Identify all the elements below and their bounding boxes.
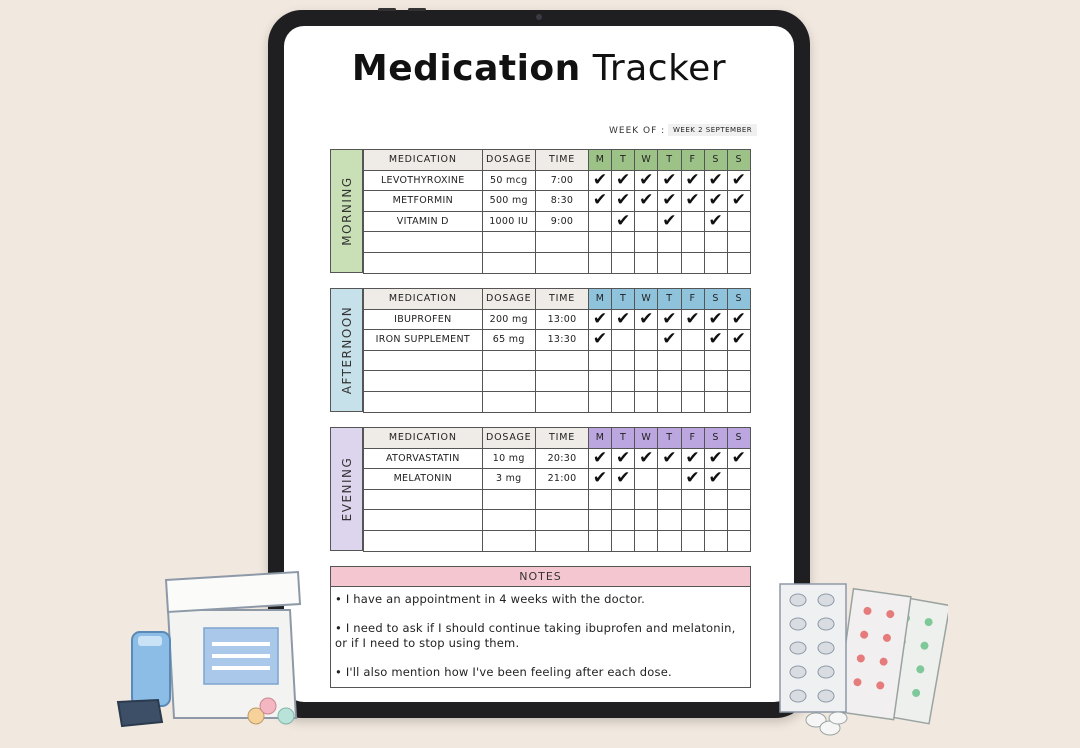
time-cell[interactable]: 13:30 bbox=[535, 330, 588, 351]
day-checkbox-cell[interactable] bbox=[681, 448, 704, 469]
day-checkbox-cell[interactable] bbox=[589, 309, 612, 330]
day-checkbox-cell[interactable] bbox=[612, 489, 635, 510]
time-header: TIME bbox=[535, 428, 588, 449]
table-row bbox=[364, 170, 751, 191]
section-morning bbox=[330, 149, 751, 273]
section-label-text: EVENING bbox=[339, 456, 354, 522]
check-icon: ✔ bbox=[662, 329, 677, 350]
table-row bbox=[364, 330, 751, 351]
day-checkbox-cell[interactable] bbox=[612, 191, 635, 212]
day-checkbox-cell[interactable] bbox=[704, 211, 727, 232]
dosage-cell[interactable] bbox=[482, 489, 535, 510]
day-checkbox-cell[interactable] bbox=[727, 391, 750, 412]
day-checkbox-cell[interactable] bbox=[704, 330, 727, 351]
day-checkbox-cell[interactable] bbox=[612, 510, 635, 531]
dosage-cell[interactable] bbox=[482, 232, 535, 253]
check-icon: ✔ bbox=[731, 309, 747, 329]
section-label-text: AFTERNOON bbox=[339, 305, 354, 395]
day-checkbox-cell[interactable] bbox=[658, 211, 681, 232]
day-header: W bbox=[635, 428, 658, 449]
pills-illustration bbox=[244, 694, 300, 728]
day-checkbox-cell[interactable] bbox=[589, 170, 612, 191]
day-checkbox-cell[interactable] bbox=[704, 469, 727, 490]
day-header: M bbox=[589, 289, 612, 310]
day-checkbox-cell[interactable] bbox=[658, 469, 681, 490]
day-checkbox-cell[interactable] bbox=[704, 232, 727, 253]
medication-table bbox=[363, 288, 751, 413]
section-label-text: MORNING bbox=[339, 176, 354, 246]
medication-header: MEDICATION bbox=[364, 150, 483, 171]
medication-cell[interactable] bbox=[364, 391, 483, 412]
camera-icon bbox=[536, 14, 542, 20]
dosage-cell[interactable]: 1000 IU bbox=[482, 211, 535, 232]
day-checkbox-cell[interactable] bbox=[681, 211, 704, 232]
medication-cell[interactable] bbox=[364, 510, 483, 531]
dosage-header: DOSAGE bbox=[482, 150, 535, 171]
day-checkbox-cell[interactable] bbox=[727, 252, 750, 273]
check-icon: ✔ bbox=[662, 170, 677, 190]
day-checkbox-cell[interactable] bbox=[635, 530, 658, 551]
dosage-cell[interactable] bbox=[482, 510, 535, 531]
medication-cell[interactable] bbox=[364, 530, 483, 551]
day-checkbox-cell[interactable] bbox=[658, 371, 681, 392]
day-checkbox-cell[interactable] bbox=[727, 530, 750, 551]
day-checkbox-cell[interactable] bbox=[727, 330, 750, 351]
day-header: S bbox=[727, 428, 750, 449]
day-checkbox-cell[interactable] bbox=[658, 448, 681, 469]
inhaler-illustration bbox=[112, 630, 182, 730]
day-checkbox-cell[interactable] bbox=[704, 448, 727, 469]
table-row bbox=[364, 391, 751, 412]
day-checkbox-cell[interactable] bbox=[589, 489, 612, 510]
note-item: • I'll also mention how I've been feeling after each dose. bbox=[335, 665, 672, 679]
day-header: T bbox=[612, 289, 635, 310]
day-checkbox-cell[interactable] bbox=[727, 170, 750, 191]
medication-cell[interactable] bbox=[364, 252, 483, 273]
day-header: M bbox=[589, 428, 612, 449]
day-checkbox-cell[interactable] bbox=[589, 530, 612, 551]
check-icon: ✔ bbox=[662, 309, 677, 329]
day-checkbox-cell[interactable] bbox=[681, 330, 704, 351]
medication-cell[interactable] bbox=[364, 232, 483, 253]
medication-cell[interactable] bbox=[364, 350, 483, 371]
day-checkbox-cell[interactable] bbox=[658, 170, 681, 191]
day-checkbox-cell[interactable] bbox=[589, 391, 612, 412]
day-checkbox-cell[interactable] bbox=[658, 232, 681, 253]
day-checkbox-cell[interactable] bbox=[589, 252, 612, 273]
time-cell[interactable] bbox=[535, 252, 588, 273]
day-checkbox-cell[interactable] bbox=[658, 489, 681, 510]
dosage-cell[interactable] bbox=[482, 530, 535, 551]
day-checkbox-cell[interactable] bbox=[589, 371, 612, 392]
day-checkbox-cell[interactable] bbox=[727, 232, 750, 253]
table-row bbox=[364, 510, 751, 531]
check-icon: ✔ bbox=[708, 190, 724, 211]
day-checkbox-cell[interactable] bbox=[704, 350, 727, 371]
tablet-top-button bbox=[408, 8, 426, 11]
check-icon: ✔ bbox=[639, 448, 654, 468]
medication-cell[interactable]: IBUPROFEN bbox=[364, 309, 483, 330]
title-light: Tracker bbox=[592, 48, 727, 89]
dosage-cell[interactable]: 500 mg bbox=[482, 191, 535, 212]
time-cell[interactable]: 8:30 bbox=[535, 191, 588, 212]
day-header: T bbox=[658, 428, 681, 449]
table-header-row bbox=[364, 150, 751, 171]
day-checkbox-cell[interactable] bbox=[704, 510, 727, 531]
medication-cell[interactable]: LEVOTHYROXINE bbox=[364, 170, 483, 191]
check-icon: ✔ bbox=[662, 190, 677, 211]
day-checkbox-cell[interactable] bbox=[704, 309, 727, 330]
blister-packs-illustration bbox=[772, 578, 948, 740]
section-label bbox=[330, 149, 363, 273]
week-of-value[interactable]: WEEK 2 SEPTEMBER bbox=[668, 124, 757, 136]
medication-header: MEDICATION bbox=[364, 428, 483, 449]
medication-cell[interactable]: ATORVASTATIN bbox=[364, 448, 483, 469]
day-checkbox-cell[interactable] bbox=[681, 252, 704, 273]
table-row bbox=[364, 232, 751, 253]
medication-header: MEDICATION bbox=[364, 289, 483, 310]
note-item: • I need to ask if I should continue taking ibuprofen and melatonin, or if I need to stop using them. bbox=[335, 621, 736, 650]
day-checkbox-cell[interactable] bbox=[589, 469, 612, 490]
dosage-cell[interactable]: 200 mg bbox=[482, 309, 535, 330]
tablet-frame bbox=[268, 10, 810, 718]
time-cell[interactable]: 13:00 bbox=[535, 309, 588, 330]
day-checkbox-cell[interactable] bbox=[635, 170, 658, 191]
check-icon: ✔ bbox=[708, 211, 724, 232]
time-cell[interactable]: 21:00 bbox=[535, 469, 588, 490]
check-icon: ✔ bbox=[731, 170, 747, 190]
day-checkbox-cell[interactable] bbox=[681, 371, 704, 392]
check-icon: ✔ bbox=[685, 309, 700, 329]
week-of-label: WEEK OF : bbox=[609, 126, 666, 136]
tablet-screen bbox=[284, 26, 794, 702]
time-cell[interactable]: 9:00 bbox=[535, 211, 588, 232]
time-cell[interactable] bbox=[535, 350, 588, 371]
day-checkbox-cell[interactable] bbox=[612, 330, 635, 351]
time-cell[interactable] bbox=[535, 489, 588, 510]
check-icon: ✔ bbox=[592, 468, 608, 489]
check-icon: ✔ bbox=[685, 170, 700, 190]
check-icon: ✔ bbox=[685, 448, 700, 468]
day-checkbox-cell[interactable] bbox=[658, 309, 681, 330]
medication-cell[interactable]: VITAMIN D bbox=[364, 211, 483, 232]
day-header: T bbox=[612, 150, 635, 171]
check-icon: ✔ bbox=[616, 190, 631, 211]
medication-table bbox=[363, 427, 751, 552]
day-checkbox-cell[interactable] bbox=[704, 191, 727, 212]
day-checkbox-cell[interactable] bbox=[681, 489, 704, 510]
time-header: TIME bbox=[535, 289, 588, 310]
day-checkbox-cell[interactable] bbox=[727, 448, 750, 469]
dosage-cell[interactable] bbox=[482, 350, 535, 371]
dosage-cell[interactable]: 50 mcg bbox=[482, 170, 535, 191]
table-row bbox=[364, 489, 751, 510]
day-checkbox-cell[interactable] bbox=[727, 309, 750, 330]
day-checkbox-cell[interactable] bbox=[612, 211, 635, 232]
day-checkbox-cell[interactable] bbox=[635, 211, 658, 232]
day-checkbox-cell[interactable] bbox=[658, 510, 681, 531]
day-checkbox-cell[interactable] bbox=[658, 530, 681, 551]
check-icon: ✔ bbox=[662, 448, 677, 468]
day-checkbox-cell[interactable] bbox=[589, 330, 612, 351]
dosage-cell[interactable] bbox=[482, 252, 535, 273]
dosage-cell[interactable] bbox=[482, 371, 535, 392]
check-icon: ✔ bbox=[731, 448, 747, 468]
day-checkbox-cell[interactable] bbox=[658, 252, 681, 273]
day-checkbox-cell[interactable] bbox=[635, 191, 658, 212]
medication-cell[interactable]: IRON SUPPLEMENT bbox=[364, 330, 483, 351]
table-row bbox=[364, 530, 751, 551]
day-header: S bbox=[704, 428, 727, 449]
check-icon: ✔ bbox=[592, 448, 608, 468]
medication-cell[interactable]: METFORMIN bbox=[364, 191, 483, 212]
check-icon: ✔ bbox=[708, 170, 724, 190]
day-checkbox-cell[interactable] bbox=[704, 252, 727, 273]
check-icon: ✔ bbox=[639, 309, 654, 329]
check-icon: ✔ bbox=[639, 170, 654, 190]
table-row bbox=[364, 211, 751, 232]
day-checkbox-cell[interactable] bbox=[635, 489, 658, 510]
day-checkbox-cell[interactable] bbox=[635, 391, 658, 412]
check-icon: ✔ bbox=[616, 211, 631, 232]
check-icon: ✔ bbox=[708, 468, 724, 489]
check-icon: ✔ bbox=[639, 190, 654, 211]
medication-cell[interactable]: MELATONIN bbox=[364, 469, 483, 490]
dosage-cell[interactable]: 10 mg bbox=[482, 448, 535, 469]
day-checkbox-cell[interactable] bbox=[704, 391, 727, 412]
table-row bbox=[364, 252, 751, 273]
check-icon: ✔ bbox=[592, 329, 608, 350]
check-icon: ✔ bbox=[708, 309, 724, 329]
day-checkbox-cell[interactable] bbox=[727, 510, 750, 531]
page-title bbox=[284, 48, 794, 89]
day-checkbox-cell[interactable] bbox=[589, 232, 612, 253]
check-icon: ✔ bbox=[731, 190, 747, 211]
day-header: W bbox=[635, 150, 658, 171]
table-row bbox=[364, 469, 751, 490]
day-checkbox-cell[interactable] bbox=[612, 469, 635, 490]
day-checkbox-cell[interactable] bbox=[612, 170, 635, 191]
day-checkbox-cell[interactable] bbox=[658, 350, 681, 371]
notes-box[interactable] bbox=[330, 566, 751, 688]
day-checkbox-cell[interactable] bbox=[635, 350, 658, 371]
day-header: F bbox=[681, 428, 704, 449]
day-checkbox-cell[interactable] bbox=[681, 170, 704, 191]
day-checkbox-cell[interactable] bbox=[635, 232, 658, 253]
day-checkbox-cell[interactable] bbox=[612, 350, 635, 371]
day-checkbox-cell[interactable] bbox=[681, 350, 704, 371]
check-icon: ✔ bbox=[616, 448, 631, 468]
day-checkbox-cell[interactable] bbox=[681, 309, 704, 330]
day-checkbox-cell[interactable] bbox=[727, 350, 750, 371]
time-cell[interactable] bbox=[535, 530, 588, 551]
day-checkbox-cell[interactable] bbox=[589, 510, 612, 531]
notes-header: NOTES bbox=[331, 567, 750, 587]
day-checkbox-cell[interactable] bbox=[681, 510, 704, 531]
day-checkbox-cell[interactable] bbox=[612, 371, 635, 392]
check-icon: ✔ bbox=[592, 170, 608, 190]
day-checkbox-cell[interactable] bbox=[681, 391, 704, 412]
day-header: T bbox=[658, 289, 681, 310]
note-item: • I have an appointment in 4 weeks with the doctor. bbox=[335, 592, 646, 606]
day-checkbox-cell[interactable] bbox=[635, 330, 658, 351]
day-checkbox-cell[interactable] bbox=[727, 211, 750, 232]
day-checkbox-cell[interactable] bbox=[589, 448, 612, 469]
section-label bbox=[330, 427, 363, 551]
check-icon: ✔ bbox=[662, 211, 677, 232]
check-icon: ✔ bbox=[708, 329, 724, 350]
tablet-top-button bbox=[378, 8, 396, 11]
day-checkbox-cell[interactable] bbox=[681, 191, 704, 212]
day-checkbox-cell[interactable] bbox=[727, 191, 750, 212]
medication-cell[interactable] bbox=[364, 489, 483, 510]
check-icon: ✔ bbox=[708, 448, 724, 468]
day-header: F bbox=[681, 150, 704, 171]
day-checkbox-cell[interactable] bbox=[727, 469, 750, 490]
time-cell[interactable]: 20:30 bbox=[535, 448, 588, 469]
table-header-row bbox=[364, 428, 751, 449]
day-checkbox-cell[interactable] bbox=[635, 469, 658, 490]
dosage-header: DOSAGE bbox=[482, 289, 535, 310]
time-cell[interactable] bbox=[535, 391, 588, 412]
table-row bbox=[364, 448, 751, 469]
medication-cell[interactable] bbox=[364, 371, 483, 392]
day-checkbox-cell[interactable] bbox=[704, 371, 727, 392]
table-row bbox=[364, 309, 751, 330]
day-checkbox-cell[interactable] bbox=[727, 489, 750, 510]
check-icon: ✔ bbox=[616, 309, 631, 329]
time-cell[interactable] bbox=[535, 232, 588, 253]
table-row bbox=[364, 350, 751, 371]
day-header: T bbox=[658, 150, 681, 171]
title-bold: Medication bbox=[351, 48, 581, 89]
section-afternoon bbox=[330, 288, 751, 412]
day-checkbox-cell[interactable] bbox=[589, 211, 612, 232]
day-checkbox-cell[interactable] bbox=[681, 232, 704, 253]
day-header: T bbox=[612, 428, 635, 449]
day-checkbox-cell[interactable] bbox=[658, 191, 681, 212]
day-checkbox-cell[interactable] bbox=[658, 330, 681, 351]
day-header: F bbox=[681, 289, 704, 310]
check-icon: ✔ bbox=[685, 468, 700, 489]
day-header: S bbox=[704, 289, 727, 310]
check-icon: ✔ bbox=[731, 329, 747, 350]
day-checkbox-cell[interactable] bbox=[635, 448, 658, 469]
table-row bbox=[364, 371, 751, 392]
check-icon: ✔ bbox=[616, 468, 631, 489]
check-icon: ✔ bbox=[616, 170, 631, 190]
dosage-cell[interactable]: 3 mg bbox=[482, 469, 535, 490]
day-checkbox-cell[interactable] bbox=[612, 309, 635, 330]
day-checkbox-cell[interactable] bbox=[635, 510, 658, 531]
day-header: S bbox=[704, 150, 727, 171]
day-checkbox-cell[interactable] bbox=[635, 309, 658, 330]
day-checkbox-cell[interactable] bbox=[704, 170, 727, 191]
day-header: S bbox=[727, 150, 750, 171]
day-checkbox-cell[interactable] bbox=[589, 191, 612, 212]
time-cell[interactable] bbox=[535, 510, 588, 531]
day-checkbox-cell[interactable] bbox=[612, 232, 635, 253]
day-header: W bbox=[635, 289, 658, 310]
day-checkbox-cell[interactable] bbox=[704, 530, 727, 551]
check-icon: ✔ bbox=[685, 190, 700, 211]
day-checkbox-cell[interactable] bbox=[612, 448, 635, 469]
day-checkbox-cell[interactable] bbox=[612, 391, 635, 412]
day-checkbox-cell[interactable] bbox=[635, 252, 658, 273]
medication-table bbox=[363, 149, 751, 274]
day-checkbox-cell[interactable] bbox=[635, 371, 658, 392]
table-row bbox=[364, 191, 751, 212]
day-header: S bbox=[727, 289, 750, 310]
dosage-header: DOSAGE bbox=[482, 428, 535, 449]
day-checkbox-cell[interactable] bbox=[681, 530, 704, 551]
dosage-cell[interactable] bbox=[482, 391, 535, 412]
section-label bbox=[330, 288, 363, 412]
day-checkbox-cell[interactable] bbox=[681, 469, 704, 490]
day-checkbox-cell[interactable] bbox=[589, 350, 612, 371]
check-icon: ✔ bbox=[592, 190, 608, 211]
day-checkbox-cell[interactable] bbox=[704, 489, 727, 510]
table-header-row bbox=[364, 289, 751, 310]
day-checkbox-cell[interactable] bbox=[658, 391, 681, 412]
day-checkbox-cell[interactable] bbox=[612, 252, 635, 273]
time-cell[interactable]: 7:00 bbox=[535, 170, 588, 191]
time-header: TIME bbox=[535, 150, 588, 171]
day-header: M bbox=[589, 150, 612, 171]
time-cell[interactable] bbox=[535, 371, 588, 392]
dosage-cell[interactable]: 65 mg bbox=[482, 330, 535, 351]
section-evening bbox=[330, 427, 751, 551]
day-checkbox-cell[interactable] bbox=[612, 530, 635, 551]
day-checkbox-cell[interactable] bbox=[727, 371, 750, 392]
check-icon: ✔ bbox=[592, 309, 608, 329]
